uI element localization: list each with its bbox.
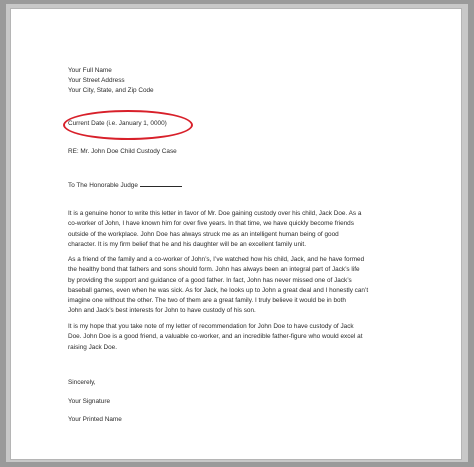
letter-page [10, 8, 462, 460]
paragraph-line: raising Jack Doe. [68, 343, 118, 351]
paragraph-line: the healthy bond that fathers and sons should form. John has always been an integral part of Jack’s life [68, 266, 360, 274]
paragraph-2 [68, 255, 418, 317]
paragraph-line: John and Jack’s best interests for John to have custody of his son. [68, 307, 256, 315]
paragraph-1 [68, 209, 418, 250]
paragraph-line: baseball games, even when he was sick. As for Jack, he looks up to John a great deal and I honestly can’t [68, 286, 369, 294]
paragraph-line: imagine one without the other. The two of them are a great family. I truly believe it would be in both [68, 297, 346, 305]
paragraph-line: It is a genuine honor to write this letter in favor of Mr. Doe gaining custody over his child, Jack Doe. As a [68, 210, 362, 217]
paragraph-line: outside of the workplace. John Doe has always struck me as an intelligent human being of good [68, 230, 339, 238]
salutation [68, 180, 182, 190]
salutation-text: To The Honorable Judge [68, 182, 138, 189]
current-date: Current Date (i.e. January 1, 0000) [68, 120, 167, 127]
paragraph-line: As a friend of the family and a co-worker of John’s, I’ve watched how his child, Jack, and he have formed [68, 256, 365, 263]
paragraph-line: character. It is my firm belief that he and his daughter will be an excellent family unit. [68, 240, 306, 248]
paragraph-line: by providing the support and guidance of a good father. In fact, John has never missed one of Jack’s [68, 276, 352, 284]
sender-city: Your City, State, and Zip Code [68, 87, 154, 94]
paragraph-line: It is my hope that you take note of my letter of recommendation for John Doe to have custody of Jack [68, 323, 354, 330]
paragraph-line: co-worker of John, I have known him for over five years. In that time, we have quickly become friends [68, 220, 354, 228]
paragraph-line: Doe. John Doe is a good friend, a valuable co-worker, and an incredible father-figure who would excel at [68, 333, 363, 341]
signature-placeholder: Your Signature [68, 398, 111, 405]
re-line: RE: Mr. John Doe Child Custody Case [68, 148, 177, 155]
paragraph-3 [68, 322, 418, 353]
sender-street: Your Street Address [68, 77, 125, 84]
judge-name-blank [140, 180, 182, 187]
date-highlight-circle [63, 110, 193, 140]
closing: Sincerely, [68, 379, 96, 386]
printed-name-placeholder: Your Printed Name [68, 416, 122, 423]
sender-name: Your Full Name [68, 67, 112, 74]
